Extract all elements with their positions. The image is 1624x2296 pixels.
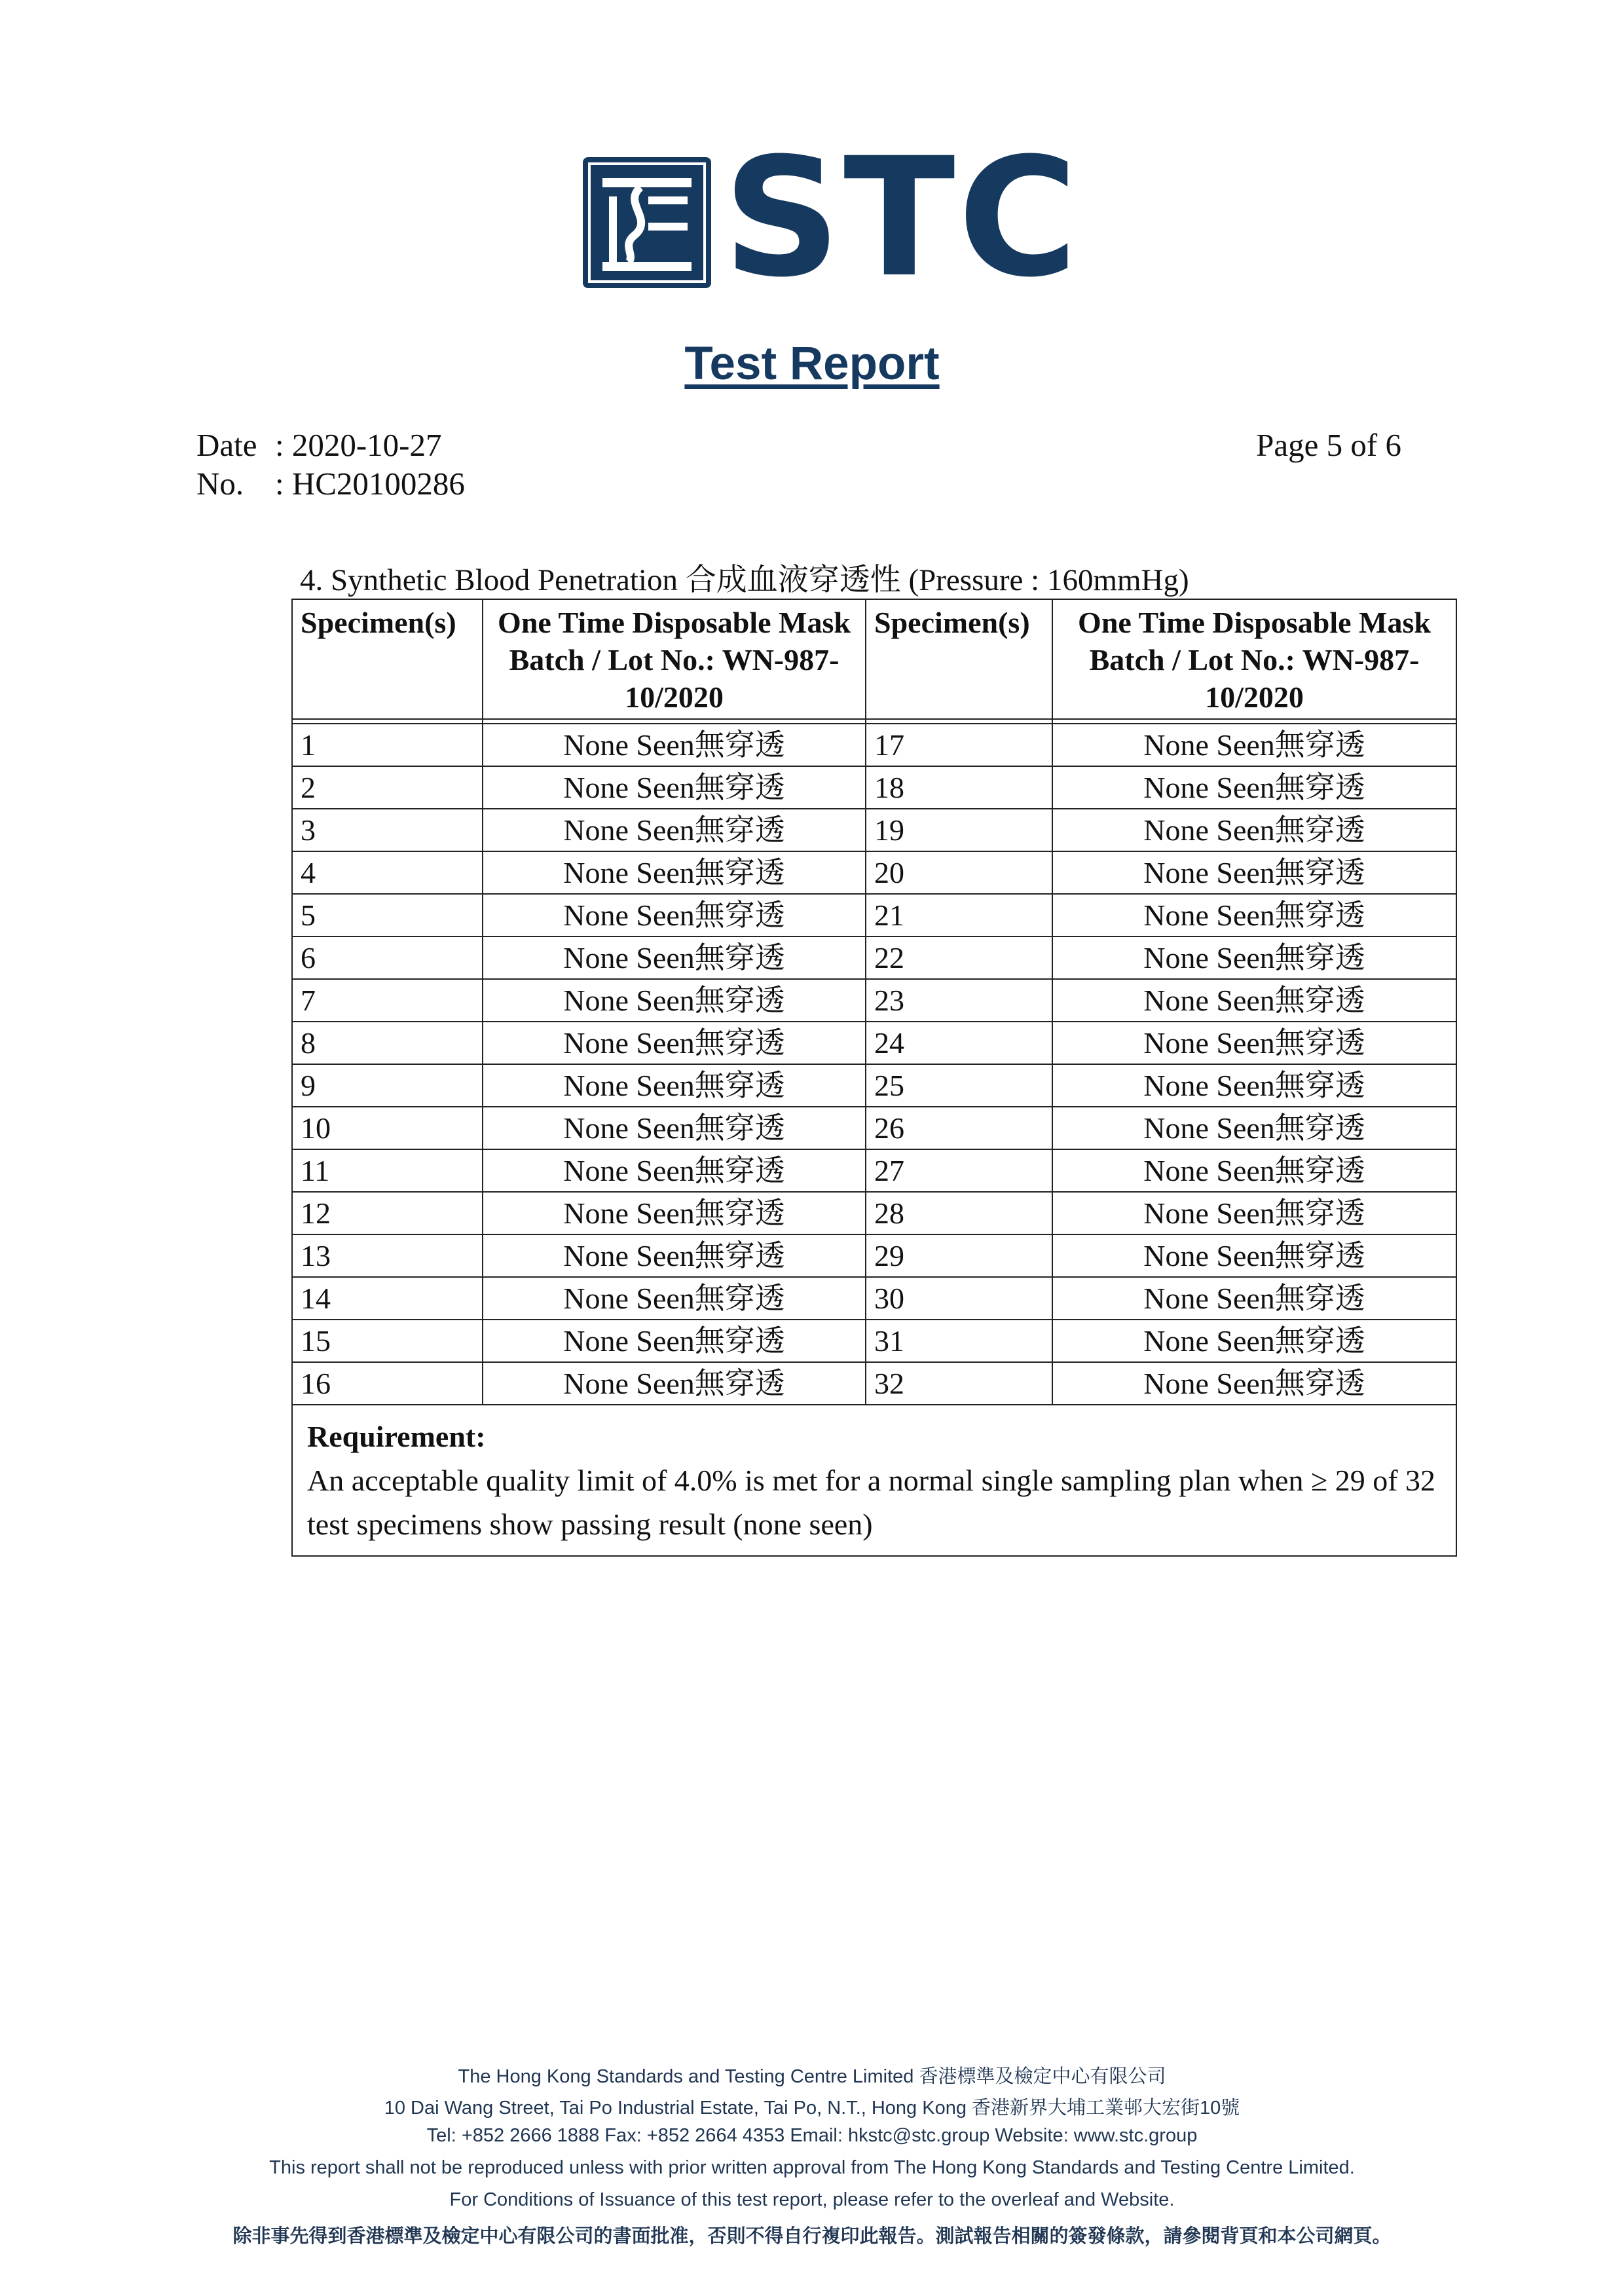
table-row (292, 809, 1456, 851)
table-row (292, 936, 1456, 979)
specimen-number: 25 (866, 1064, 1052, 1107)
specimen-number: 7 (292, 979, 483, 1022)
result-cell: None Seen無穿透 (483, 1107, 866, 1149)
result-cell: None Seen無穿透 (1052, 1362, 1456, 1405)
specimen-number: 32 (866, 1362, 1052, 1405)
specimen-number: 27 (866, 1149, 1052, 1192)
report-number-value: : HC20100286 (275, 466, 465, 502)
table-row (292, 851, 1456, 894)
requirement-cell (292, 1405, 1456, 1556)
table-row (292, 1320, 1456, 1362)
specimen-number: 11 (292, 1149, 483, 1192)
page-title: Test Report (684, 338, 940, 390)
result-cell: None Seen無穿透 (1052, 1277, 1456, 1320)
result-cell: None Seen無穿透 (1052, 809, 1456, 851)
batch-lot-label: Batch / Lot No.: WN-987- (1089, 643, 1420, 676)
specimen-number: 17 (866, 724, 1052, 766)
product-name: One Time Disposable Mask (498, 606, 851, 639)
specimen-number: 15 (292, 1320, 483, 1362)
column-header-specimen: Specimen(s) (866, 599, 1052, 719)
table-row (292, 1192, 1456, 1234)
footer-address: 10 Dai Wang Street, Tai Po Industrial Estate, Tai Po, N.T., Hong Kong 香港新界大埔工業邨大宏街10號 (384, 2098, 1240, 2119)
result-cell: None Seen無穿透 (483, 809, 866, 851)
specimen-number: 10 (292, 1107, 483, 1149)
specimen-number: 12 (292, 1192, 483, 1234)
section-heading: 4. Synthetic Blood Penetration 合成血液穿透性 (Pressure : 160mmHg) (300, 563, 1189, 597)
date-label: Date (196, 427, 257, 463)
specimen-number: 16 (292, 1362, 483, 1405)
result-cell: None Seen無穿透 (483, 724, 866, 766)
table-row (292, 1022, 1456, 1064)
specimen-number: 20 (866, 851, 1052, 894)
result-cell: None Seen無穿透 (483, 1192, 866, 1234)
result-cell: None Seen無穿透 (1052, 1022, 1456, 1064)
result-cell: None Seen無穿透 (1052, 724, 1456, 766)
result-cell: None Seen無穿透 (1052, 1064, 1456, 1107)
requirement-text: An acceptable quality limit of 4.0% is met for a normal single sampling plan when ≥ 29 of 32 test specimens show passing result (none seen) (307, 1464, 1436, 1541)
stc-logo-mark-icon (583, 157, 711, 288)
table-row (292, 766, 1456, 809)
specimen-number: 14 (292, 1277, 483, 1320)
specimen-number: 31 (866, 1320, 1052, 1362)
table-row (292, 1277, 1456, 1320)
header-divider (292, 719, 1456, 724)
table-row (292, 894, 1456, 936)
table-row (292, 1362, 1456, 1405)
result-cell: None Seen無穿透 (483, 1064, 866, 1107)
specimen-number: 13 (292, 1234, 483, 1277)
result-cell: None Seen無穿透 (483, 1022, 866, 1064)
result-cell: None Seen無穿透 (1052, 1107, 1456, 1149)
result-cell: None Seen無穿透 (1052, 1192, 1456, 1234)
report-number-label: No. (196, 466, 244, 502)
result-cell: None Seen無穿透 (1052, 766, 1456, 809)
specimen-number: 9 (292, 1064, 483, 1107)
specimen-number: 4 (292, 851, 483, 894)
specimen-number: 19 (866, 809, 1052, 851)
batch-lot-date: 10/2020 (1205, 680, 1304, 714)
product-name: One Time Disposable Mask (1078, 606, 1431, 639)
footer-contact: Tel: +852 2666 1888 Fax: +852 2664 4353 Email: hkstc@stc.group Website: www.stc.group (426, 2125, 1198, 2146)
requirement-row (292, 1405, 1456, 1556)
specimen-number: 26 (866, 1107, 1052, 1149)
table-row (292, 724, 1456, 766)
result-cell: None Seen無穿透 (1052, 979, 1456, 1022)
footer-chinese-notice: 除非事先得到香港標準及檢定中心有限公司的書面批准，否則不得自行複印此報告。測試報告相關的簽發條款，請參閱背頁和本公司網頁。 (232, 2226, 1392, 2247)
table-header-row (292, 599, 1456, 719)
stc-logo-wordmark: STC (723, 122, 1081, 313)
page-number: Page 5 of 6 (1256, 427, 1401, 463)
date-value: : 2020-10-27 (275, 427, 442, 463)
batch-lot-label: Batch / Lot No.: WN-987- (509, 643, 840, 676)
specimen-number: 28 (866, 1192, 1052, 1234)
result-cell: None Seen無穿透 (483, 1320, 866, 1362)
result-cell: None Seen無穿透 (1052, 936, 1456, 979)
specimen-number: 21 (866, 894, 1052, 936)
result-cell: None Seen無穿透 (483, 894, 866, 936)
specimen-number: 3 (292, 809, 483, 851)
batch-lot-date: 10/2020 (625, 680, 724, 714)
table-row (292, 1234, 1456, 1277)
result-cell: None Seen無穿透 (483, 1149, 866, 1192)
specimen-number: 22 (866, 936, 1052, 979)
specimen-number: 6 (292, 936, 483, 979)
specimen-number: 30 (866, 1277, 1052, 1320)
result-cell: None Seen無穿透 (1052, 1320, 1456, 1362)
footer-disclaimer: This report shall not be reproduced unless with prior written approval from The Hong Kong Standards and Testing Centre Limited. (269, 2157, 1355, 2178)
table-row (292, 1107, 1456, 1149)
result-cell: None Seen無穿透 (483, 851, 866, 894)
result-cell: None Seen無穿透 (1052, 851, 1456, 894)
result-cell: None Seen無穿透 (483, 979, 866, 1022)
specimen-number: 1 (292, 724, 483, 766)
result-cell: None Seen無穿透 (483, 936, 866, 979)
result-cell: None Seen無穿透 (1052, 1234, 1456, 1277)
specimen-number: 2 (292, 766, 483, 809)
specimen-number: 29 (866, 1234, 1052, 1277)
specimen-number: 18 (866, 766, 1052, 809)
stc-logo (583, 122, 1081, 313)
column-header-product (483, 599, 866, 719)
requirement-title: Requirement: (307, 1420, 486, 1453)
result-cell: None Seen無穿透 (483, 766, 866, 809)
column-header-product (1052, 599, 1456, 719)
column-header-specimen: Specimen(s) (292, 599, 483, 719)
specimen-number: 24 (866, 1022, 1052, 1064)
result-cell: None Seen無穿透 (483, 1234, 866, 1277)
specimen-number: 23 (866, 979, 1052, 1022)
result-cell: None Seen無穿透 (1052, 1149, 1456, 1192)
footer-company: The Hong Kong Standards and Testing Centre Limited 香港標準及檢定中心有限公司 (458, 2066, 1166, 2087)
specimen-number: 8 (292, 1022, 483, 1064)
results-table (291, 599, 1457, 1557)
table-row (292, 979, 1456, 1022)
result-cell: None Seen無穿透 (483, 1362, 866, 1405)
specimen-number: 5 (292, 894, 483, 936)
table-row (292, 1149, 1456, 1192)
result-cell: None Seen無穿透 (1052, 894, 1456, 936)
table-row (292, 1064, 1456, 1107)
result-cell: None Seen無穿透 (483, 1277, 866, 1320)
footer-conditions: For Conditions of Issuance of this test report, please refer to the overleaf and Website. (449, 2189, 1175, 2210)
